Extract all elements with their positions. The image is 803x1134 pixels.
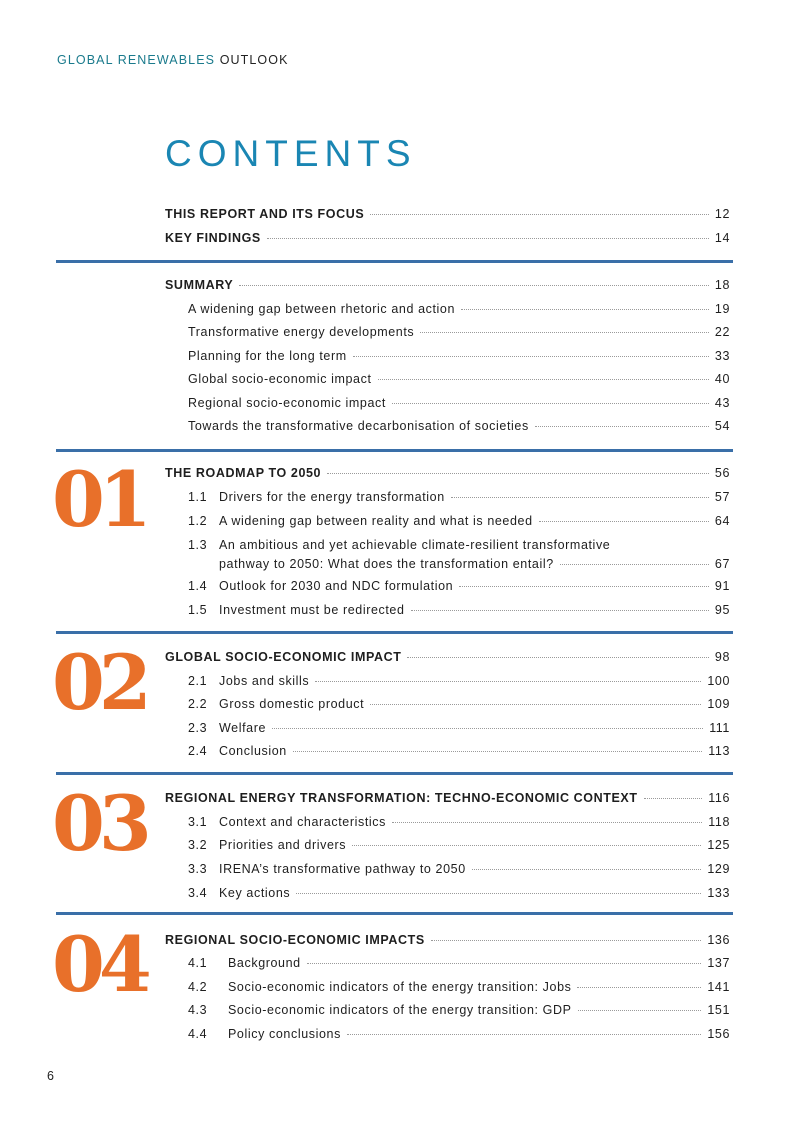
dot-leader bbox=[347, 1034, 701, 1035]
section-divider bbox=[56, 631, 733, 634]
dot-leader bbox=[420, 332, 709, 333]
toc-subentry-3-4[interactable] bbox=[188, 883, 730, 903]
toc-page-number: 91 bbox=[714, 579, 730, 593]
toc-page-number: 109 bbox=[707, 697, 730, 711]
dot-leader bbox=[327, 473, 709, 474]
chapter-number-01: 01 bbox=[52, 455, 146, 544]
toc-subentry-title: Socio-economic indicators of the energy transition: GDP bbox=[228, 1003, 572, 1017]
toc-chapter-title: REGIONAL SOCIO-ECONOMIC IMPACTS bbox=[165, 933, 425, 947]
toc-subentry[interactable] bbox=[188, 369, 730, 389]
toc-page-number: 100 bbox=[707, 674, 730, 688]
dot-leader bbox=[535, 426, 709, 427]
toc-page-number: 141 bbox=[707, 980, 730, 994]
toc-page-number: 19 bbox=[714, 302, 730, 316]
toc-subentry-4-3[interactable] bbox=[188, 1000, 730, 1020]
toc-subentry-title: IRENA’s transformative pathway to 2050 bbox=[219, 862, 466, 876]
toc-page-number: 111 bbox=[709, 721, 730, 735]
toc-subentry-4-4[interactable] bbox=[188, 1024, 730, 1044]
section-number: 2.3 bbox=[188, 721, 208, 735]
section-divider bbox=[56, 772, 733, 775]
section-number: 4.2 bbox=[188, 980, 208, 994]
toc-page-number: 54 bbox=[714, 419, 730, 433]
toc-subentry[interactable] bbox=[188, 299, 730, 319]
toc-subentry[interactable] bbox=[188, 416, 730, 436]
section-number: 1.4 bbox=[188, 579, 208, 593]
toc-subentry-title: Gross domestic product bbox=[219, 697, 365, 711]
toc-subentry-2-4[interactable] bbox=[188, 741, 730, 761]
section-number: 1.5 bbox=[188, 603, 208, 617]
section-number: 1.3 bbox=[188, 538, 208, 552]
toc-page-number: 64 bbox=[714, 514, 730, 528]
header-outlook: OUTLOOK bbox=[219, 53, 289, 67]
toc-page-number: 151 bbox=[707, 1003, 730, 1017]
dot-leader bbox=[472, 869, 702, 870]
section-number: 2.2 bbox=[188, 697, 208, 711]
header-publication: GLOBAL RENEWABLES bbox=[57, 53, 216, 67]
toc-entry-title: THIS REPORT AND ITS FOCUS bbox=[165, 207, 365, 221]
toc-subentry-title: Key actions bbox=[219, 886, 291, 900]
dot-leader bbox=[315, 681, 701, 682]
section-divider bbox=[56, 912, 733, 915]
toc-page-number: 156 bbox=[707, 1027, 730, 1041]
dot-leader bbox=[392, 822, 702, 823]
section-number: 4.3 bbox=[188, 1003, 208, 1017]
toc-chapter-title: THE ROADMAP TO 2050 bbox=[165, 466, 322, 480]
dot-leader bbox=[411, 610, 709, 611]
toc-subentry-title: pathway to 2050: What does the transformation entail? bbox=[219, 557, 554, 571]
toc-subentry-3-1[interactable] bbox=[188, 812, 730, 832]
section-number: 4.4 bbox=[188, 1027, 208, 1041]
dot-leader bbox=[353, 356, 709, 357]
dot-leader bbox=[539, 521, 709, 522]
section-divider bbox=[56, 260, 733, 263]
toc-subentry-3-2[interactable] bbox=[188, 835, 730, 855]
running-header bbox=[57, 53, 289, 67]
dot-leader bbox=[293, 751, 702, 752]
toc-page-number: 129 bbox=[707, 862, 730, 876]
toc-subentry-2-1[interactable] bbox=[188, 671, 730, 691]
toc-subentry-1-1[interactable] bbox=[188, 487, 730, 507]
chapter-number-02: 02 bbox=[52, 638, 146, 727]
page-title: CONTENTS bbox=[165, 133, 417, 174]
toc-subentry-title: Towards the transformative decarbonisation of societies bbox=[188, 419, 529, 433]
toc-page-number: 22 bbox=[714, 325, 730, 339]
toc-subentry-title: Global socio-economic impact bbox=[188, 372, 372, 386]
toc-page-number: 12 bbox=[714, 207, 730, 221]
toc-chapter-03[interactable] bbox=[165, 788, 730, 808]
dot-leader bbox=[451, 497, 709, 498]
toc-subentry[interactable] bbox=[188, 322, 730, 342]
section-number: 4.1 bbox=[188, 956, 208, 970]
toc-subentry-title: Priorities and drivers bbox=[219, 838, 347, 852]
toc-subentry-title: Background bbox=[228, 956, 301, 970]
section-number: 3.4 bbox=[188, 886, 208, 900]
toc-page-number: 56 bbox=[714, 466, 730, 480]
section-number: 3.3 bbox=[188, 862, 208, 876]
toc-subentry-1-4[interactable] bbox=[188, 576, 730, 596]
toc-subentry-title: Conclusion bbox=[219, 744, 287, 758]
dot-leader bbox=[461, 309, 709, 310]
dot-leader bbox=[431, 940, 702, 941]
toc-subentry-title: Investment must be redirected bbox=[219, 603, 405, 617]
chapter-number-04: 04 bbox=[52, 920, 146, 1009]
toc-chapter-title: REGIONAL ENERGY TRANSFORMATION: TECHNO-ECONOMIC CONTEXT bbox=[165, 791, 638, 805]
toc-page-number: 98 bbox=[714, 650, 730, 664]
toc-page-number: 67 bbox=[714, 557, 730, 571]
toc-subentry-2-3[interactable] bbox=[188, 718, 730, 738]
toc-chapter-02[interactable] bbox=[165, 647, 730, 667]
toc-subentry-4-2[interactable] bbox=[188, 977, 730, 997]
toc-subentry[interactable] bbox=[188, 346, 730, 366]
toc-subentry-title: Outlook for 2030 and NDC formulation bbox=[219, 579, 454, 593]
toc-page-number: 18 bbox=[714, 278, 730, 292]
toc-entry-title: SUMMARY bbox=[165, 278, 234, 292]
section-number: 3.1 bbox=[188, 815, 208, 829]
section-number: 1.1 bbox=[188, 490, 208, 504]
dot-leader bbox=[560, 564, 709, 565]
dot-leader bbox=[370, 214, 709, 215]
dot-leader bbox=[352, 845, 701, 846]
page-number: 6 bbox=[47, 1069, 54, 1083]
toc-chapter-01[interactable] bbox=[165, 463, 730, 483]
toc-subentry-title: Planning for the long term bbox=[188, 349, 347, 363]
toc-subentry-title: Welfare bbox=[219, 721, 267, 735]
toc-subentry-3-3[interactable] bbox=[188, 859, 730, 879]
toc-subentry-title: A widening gap between reality and what is needed bbox=[219, 514, 533, 528]
toc-subentry-title: Drivers for the energy transformation bbox=[219, 490, 445, 504]
toc-page-number: 40 bbox=[714, 372, 730, 386]
toc-page-number: 95 bbox=[714, 603, 730, 617]
toc-page-number: 116 bbox=[708, 791, 730, 805]
toc-page-number: 43 bbox=[714, 396, 730, 410]
toc-subentry-title: Context and characteristics bbox=[219, 815, 386, 829]
toc-subentry-title: Socio-economic indicators of the energy transition: Jobs bbox=[228, 980, 572, 994]
toc-entry-key-findings[interactable] bbox=[165, 228, 730, 248]
dot-leader bbox=[578, 1010, 702, 1011]
toc-entry-title: KEY FINDINGS bbox=[165, 231, 261, 245]
toc-subentry-title: Regional socio-economic impact bbox=[188, 396, 386, 410]
section-number: 2.1 bbox=[188, 674, 208, 688]
section-number: 3.2 bbox=[188, 838, 208, 852]
toc-subentry-title: A widening gap between rhetoric and action bbox=[188, 302, 456, 316]
toc-subentry-title-line1: An ambitious and yet achievable climate-resilient transformative bbox=[219, 538, 611, 552]
toc-page-number: 125 bbox=[707, 838, 730, 852]
chapter-number-03: 03 bbox=[52, 779, 146, 868]
toc-page-number: 33 bbox=[714, 349, 730, 363]
toc-subentry[interactable] bbox=[188, 393, 730, 413]
toc-page-number: 113 bbox=[708, 744, 730, 758]
toc-subentry-1-3[interactable] bbox=[219, 554, 730, 574]
dot-leader bbox=[267, 238, 709, 239]
toc-subentry-2-2[interactable] bbox=[188, 694, 730, 714]
toc-subentry-4-1[interactable] bbox=[188, 953, 730, 973]
toc-entry-summary[interactable] bbox=[165, 275, 730, 295]
dot-leader bbox=[296, 893, 701, 894]
toc-entry-report-focus[interactable] bbox=[165, 204, 730, 224]
dot-leader bbox=[644, 798, 703, 799]
toc-page-number: 118 bbox=[708, 815, 730, 829]
toc-page-number: 136 bbox=[707, 933, 730, 947]
section-divider bbox=[56, 449, 733, 452]
dot-leader bbox=[577, 987, 701, 988]
toc-subentry-title: Jobs and skills bbox=[219, 674, 310, 688]
dot-leader bbox=[272, 728, 703, 729]
dot-leader bbox=[307, 963, 702, 964]
toc-subentry-1-2[interactable] bbox=[188, 511, 730, 531]
dot-leader bbox=[239, 285, 709, 286]
section-number: 2.4 bbox=[188, 744, 208, 758]
toc-chapter-04[interactable] bbox=[165, 930, 730, 950]
toc-chapter-title: GLOBAL SOCIO-ECONOMIC IMPACT bbox=[165, 650, 402, 664]
toc-page-number: 133 bbox=[707, 886, 730, 900]
toc-page-number: 137 bbox=[707, 956, 730, 970]
section-number: 1.2 bbox=[188, 514, 208, 528]
dot-leader bbox=[392, 403, 709, 404]
dot-leader bbox=[459, 586, 709, 587]
toc-subentry-title: Policy conclusions bbox=[228, 1027, 341, 1041]
toc-page-number: 57 bbox=[714, 490, 730, 504]
toc-subentry-1-5[interactable] bbox=[188, 600, 730, 620]
toc-page-number: 14 bbox=[714, 231, 730, 245]
toc-subentry-title: Transformative energy developments bbox=[188, 325, 415, 339]
dot-leader bbox=[378, 379, 709, 380]
dot-leader bbox=[370, 704, 701, 705]
dot-leader bbox=[407, 657, 708, 658]
